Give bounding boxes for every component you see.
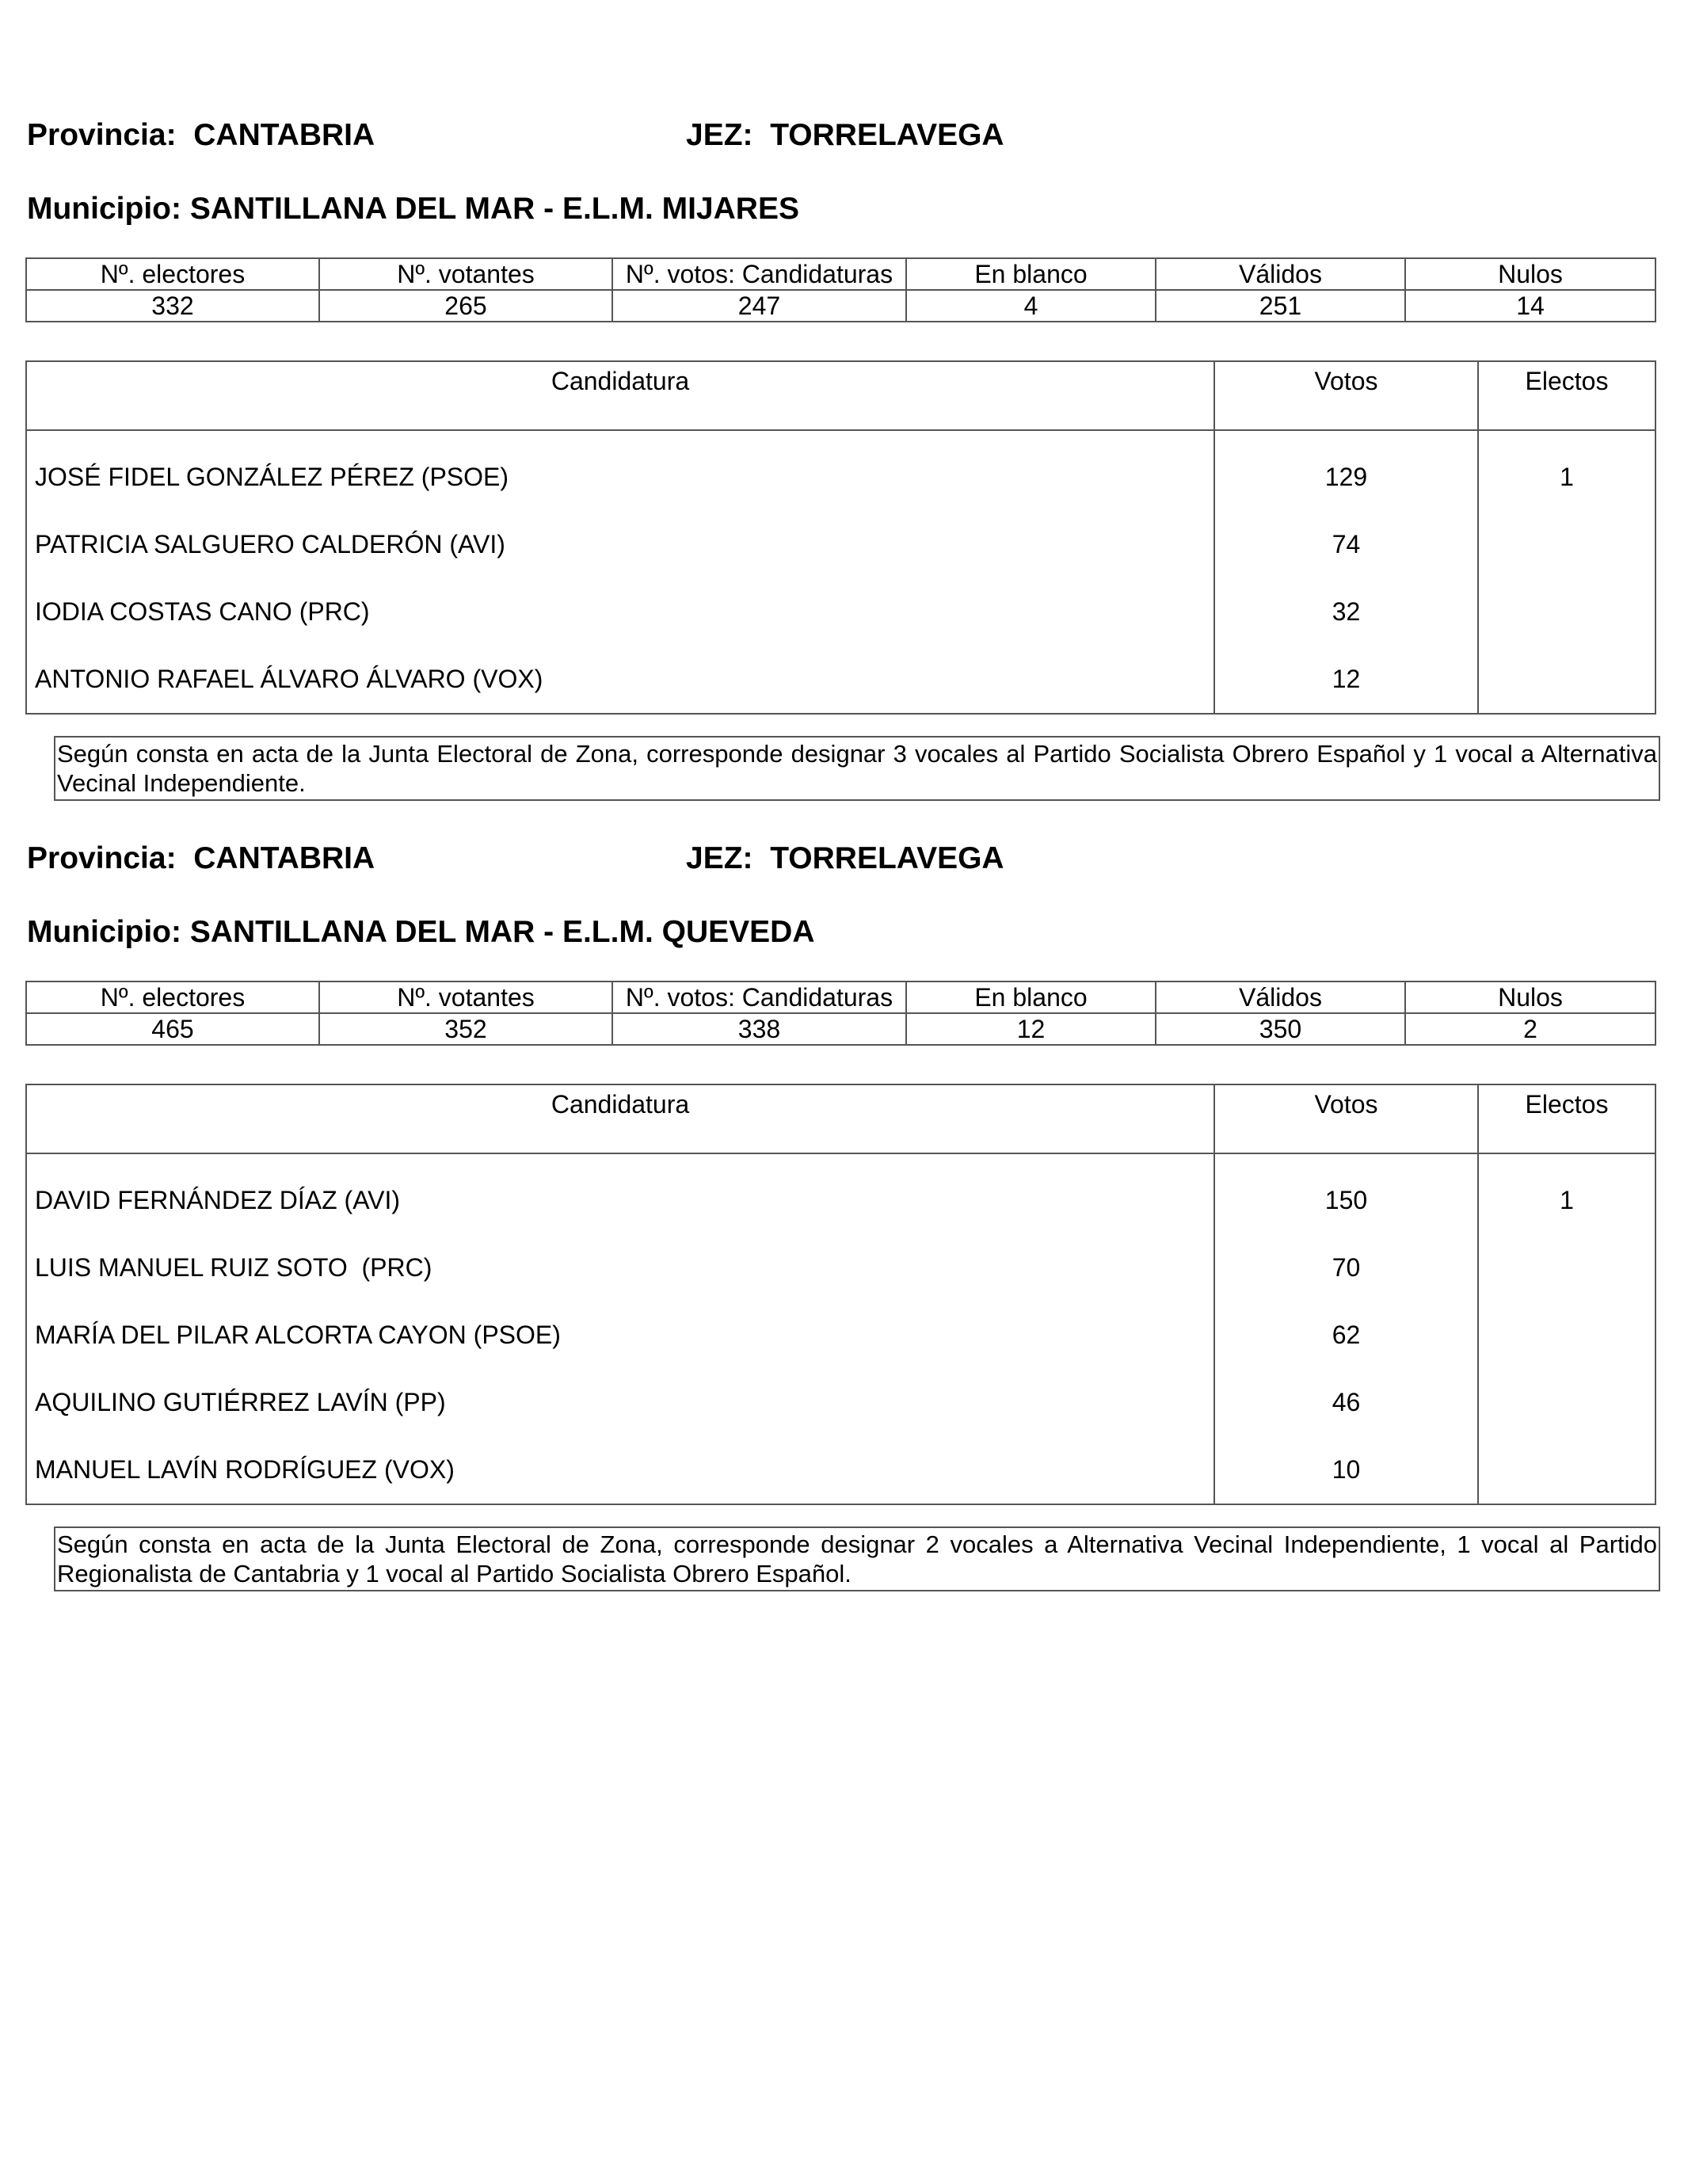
candidates-header-row: [26, 1084, 1655, 1153]
provincia-header: [27, 843, 375, 874]
provincia-label: Provincia:: [27, 841, 177, 875]
col-header-electos: Electos: [1478, 1084, 1655, 1153]
candidate-votos: 70: [1214, 1234, 1478, 1302]
municipio-header: [27, 917, 814, 947]
candidate-name: MARÍA DEL PILAR ALCORTA CAYON (PSOE): [26, 1302, 1214, 1369]
table-row: [26, 511, 1655, 578]
stats-value-candidaturas: 247: [612, 290, 906, 322]
table-row: [26, 646, 1655, 714]
table-row: [26, 578, 1655, 646]
candidate-name: LUIS MANUEL RUIZ SOTO (PRC): [26, 1234, 1214, 1302]
municipio-value: SANTILLANA DEL MAR - E.L.M. MIJARES: [189, 192, 799, 226]
provincia-header: [27, 120, 375, 151]
col-header-votos: Votos: [1214, 361, 1478, 430]
stats-value-electores: 332: [26, 290, 319, 322]
table-row: [26, 1369, 1655, 1436]
candidates-table: [25, 360, 1656, 715]
stats-header-row: [26, 258, 1655, 290]
stats-value-validos: 251: [1156, 290, 1405, 322]
candidate-votos: 129: [1214, 444, 1478, 511]
designation-note: Según consta en acta de la Junta Electoral de Zona, corresponde designar 2 vocales a Alternativa Vecinal Independiente, 1 vocal al Partido Regionalista de Cantabria y 1 vocal al Partido Socialista Obrero Español.: [54, 1527, 1660, 1591]
col-header-electos: Electos: [1478, 361, 1655, 430]
table-row: [26, 1167, 1655, 1234]
stats-header-candidaturas: Nº. votos: Candidaturas: [612, 981, 906, 1013]
municipio-header: [27, 193, 799, 224]
jez-label: JEZ:: [686, 841, 753, 875]
stats-table: [25, 257, 1656, 322]
stats-header-en-blanco: En blanco: [906, 981, 1156, 1013]
provincia-value: CANTABRIA: [193, 118, 375, 152]
candidate-name: DAVID FERNÁNDEZ DÍAZ (AVI): [26, 1167, 1214, 1234]
stats-header-votantes: Nº. votantes: [319, 258, 612, 290]
stats-value-nulos: 14: [1405, 290, 1655, 322]
jez-header: [686, 120, 1004, 151]
candidate-electos: [1478, 1302, 1655, 1369]
candidate-electos: [1478, 1234, 1655, 1302]
candidate-votos: 10: [1214, 1436, 1478, 1504]
candidate-name: AQUILINO GUTIÉRREZ LAVÍN (PP): [26, 1369, 1214, 1436]
candidate-name: JOSÉ FIDEL GONZÁLEZ PÉREZ (PSOE): [26, 444, 1214, 511]
stats-value-nulos: 2: [1405, 1013, 1655, 1045]
table-row: [26, 1234, 1655, 1302]
stats-header-nulos: Nulos: [1405, 258, 1655, 290]
stats-value-en-blanco: 12: [906, 1013, 1156, 1045]
candidate-electos: [1478, 578, 1655, 646]
candidates-table: [25, 1084, 1656, 1505]
stats-header-electores: Nº. electores: [26, 258, 319, 290]
candidate-electos: [1478, 646, 1655, 714]
candidate-votos: 12: [1214, 646, 1478, 714]
jez-value: TORRELAVEGA: [770, 118, 1004, 152]
candidate-name: MANUEL LAVÍN RODRÍGUEZ (VOX): [26, 1436, 1214, 1504]
jez-header: [686, 843, 1004, 874]
spacer-row: [26, 1153, 1655, 1167]
stats-value-candidaturas: 338: [612, 1013, 906, 1045]
candidate-electos: [1478, 511, 1655, 578]
candidates-header-row: [26, 361, 1655, 430]
designation-note: Según consta en acta de la Junta Electoral de Zona, corresponde designar 3 vocales al Partido Socialista Obrero Español y 1 vocal a Alternativa Vecinal Independiente.: [54, 736, 1660, 801]
stats-value-electores: 465: [26, 1013, 319, 1045]
stats-value-row: [26, 290, 1655, 322]
candidate-electos: 1: [1478, 1167, 1655, 1234]
candidate-name: PATRICIA SALGUERO CALDERÓN (AVI): [26, 511, 1214, 578]
table-row: [26, 444, 1655, 511]
provincia-label: Provincia:: [27, 118, 177, 152]
candidate-votos: 46: [1214, 1369, 1478, 1436]
jez-label: JEZ:: [686, 118, 753, 152]
candidate-votos: 150: [1214, 1167, 1478, 1234]
stats-header-electores: Nº. electores: [26, 981, 319, 1013]
col-header-votos: Votos: [1214, 1084, 1478, 1153]
stats-value-validos: 350: [1156, 1013, 1405, 1045]
stats-table: [25, 981, 1656, 1046]
stats-value-votantes: 352: [319, 1013, 612, 1045]
stats-header-validos: Válidos: [1156, 981, 1405, 1013]
candidate-votos: 74: [1214, 511, 1478, 578]
candidate-name: ANTONIO RAFAEL ÁLVARO ÁLVARO (VOX): [26, 646, 1214, 714]
section-mijares: [25, 0, 1655, 800]
jez-value: TORRELAVEGA: [770, 841, 1004, 875]
col-header-candidatura: Candidatura: [26, 1084, 1214, 1153]
municipio-label: Municipio:: [27, 192, 181, 226]
stats-value-votantes: 265: [319, 290, 612, 322]
candidate-electos: [1478, 1436, 1655, 1504]
stats-header-row: [26, 981, 1655, 1013]
candidate-electos: 1: [1478, 444, 1655, 511]
municipio-value: SANTILLANA DEL MAR - E.L.M. QUEVEDA: [189, 915, 815, 949]
stats-header-candidaturas: Nº. votos: Candidaturas: [612, 258, 906, 290]
table-row: [26, 1436, 1655, 1504]
candidate-name: IODIA COSTAS CANO (PRC): [26, 578, 1214, 646]
stats-header-votantes: Nº. votantes: [319, 981, 612, 1013]
stats-header-nulos: Nulos: [1405, 981, 1655, 1013]
stats-value-row: [26, 1013, 1655, 1045]
provincia-value: CANTABRIA: [193, 841, 375, 875]
table-row: [26, 1302, 1655, 1369]
candidate-votos: 62: [1214, 1302, 1478, 1369]
stats-value-en-blanco: 4: [906, 290, 1156, 322]
spacer-row: [26, 430, 1655, 444]
section-queveda: [25, 723, 1655, 1595]
stats-header-en-blanco: En blanco: [906, 258, 1156, 290]
municipio-label: Municipio:: [27, 915, 181, 949]
col-header-candidatura: Candidatura: [26, 361, 1214, 430]
candidate-electos: [1478, 1369, 1655, 1436]
stats-header-validos: Válidos: [1156, 258, 1405, 290]
candidate-votos: 32: [1214, 578, 1478, 646]
